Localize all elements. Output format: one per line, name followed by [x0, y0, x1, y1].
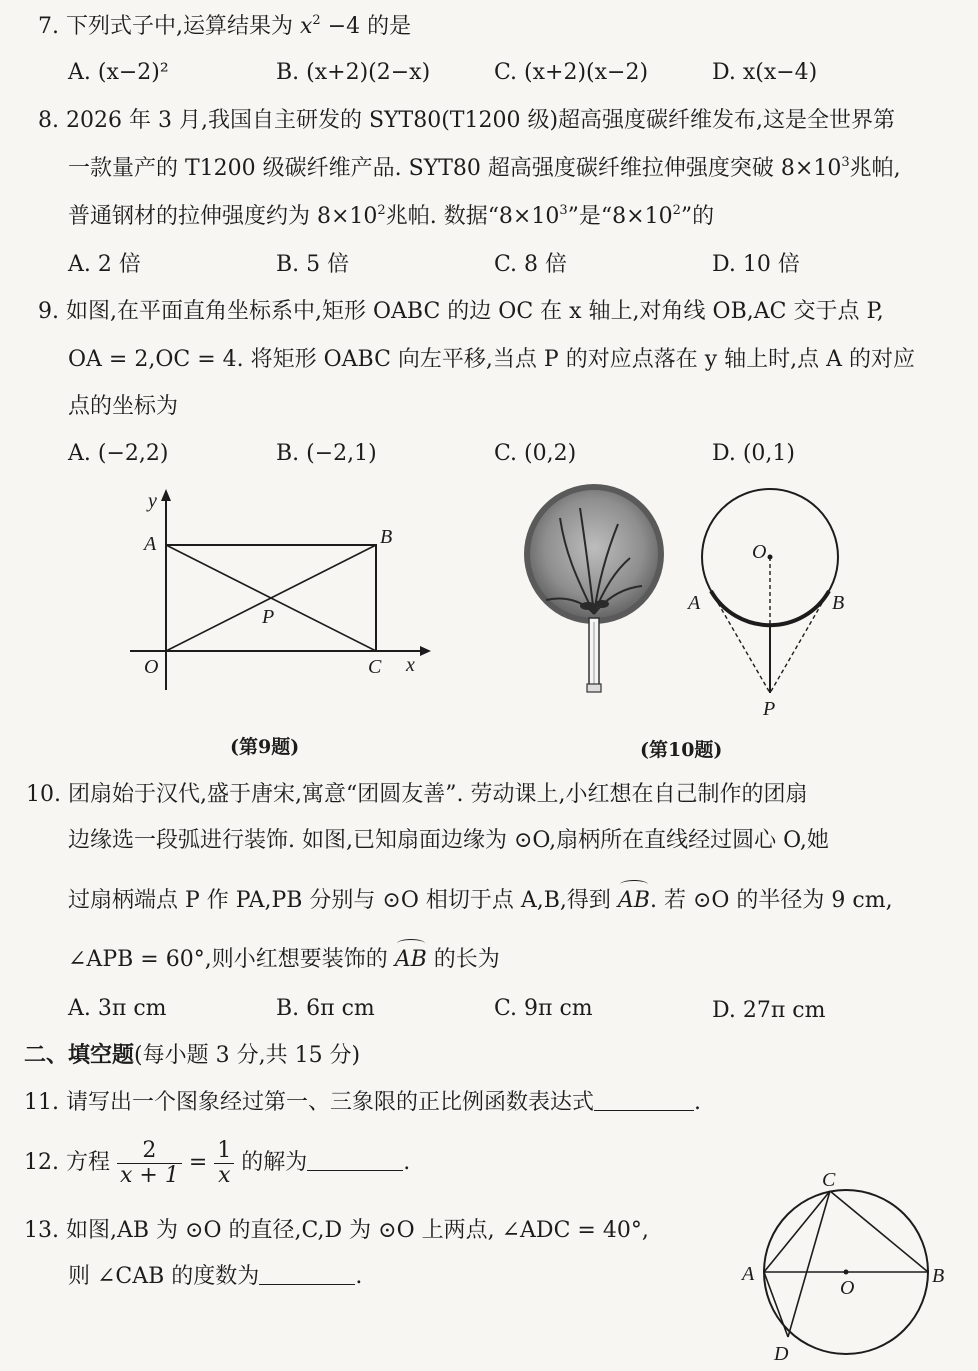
q9-label-c: C	[368, 656, 382, 678]
q10-line4-text-a: ∠APB = 60°,则小红想要装饰的	[68, 947, 395, 972]
q13-line1-text: 如图,AB 为 ⊙O 的直径,C,D 为 ⊙O 上两点, ∠ADC = 40°,	[66, 1218, 649, 1243]
q10-line3-text-a: 过扇柄端点 P 作 PA,PB 分别与 ⊙O 相切于点 A,B,得到	[68, 888, 618, 913]
q9-label-p: P	[262, 606, 275, 628]
q9-caption: (第9题)	[230, 736, 300, 758]
q7-stem: 7. 下列式子中,运算结果为 $x^2 -4$ 的是	[38, 13, 412, 39]
q8-line3-text-c: ”是“8×10	[567, 204, 673, 229]
q8-line1	[38, 106, 895, 136]
q7-number: 7.	[38, 14, 59, 39]
q8-line3-text-d: ”的	[680, 204, 715, 229]
q9-label-a: A	[144, 533, 157, 555]
q10-caption: (第10题)	[640, 739, 723, 761]
q12-frac1-numerator: 2	[117, 1139, 182, 1164]
q13-end: .	[355, 1264, 363, 1289]
q10-line4-text-b: 的长为	[426, 947, 500, 972]
q9-line2: OA = 2,OC = 4. 将矩形 OABC 向左平移,当点 P 的对应点落在 y 轴上时,点 A 的对应	[68, 347, 915, 372]
q7-option-b: B. (x+2)(2−x)	[276, 60, 431, 85]
q10-option-b: B. 6π cm	[276, 996, 375, 1021]
q12-equals: =	[188, 1150, 208, 1175]
q10-option-a: A. 3π cm	[68, 996, 167, 1021]
q7-option-a: A. (x−2)²	[68, 60, 169, 85]
q8-option-a: A. 2 倍	[68, 252, 141, 277]
q12-text-a: 方程	[66, 1150, 111, 1175]
q8-line3: 普通钢材的拉伸强度约为 $8\times 10^2$兆帕. 数据“$8\times 10^3$”是“$8\times 10^2$”的	[68, 203, 715, 229]
q8-line2-text-a: 一款量产的 T1200 级碳纤维产品. SYT80 超高强度碳纤维拉伸强度突破 8×10	[68, 156, 842, 181]
q13-label-d: D	[774, 1343, 789, 1365]
q10-figure	[680, 485, 870, 725]
q10-line1-text: 团扇始于汉代,盛于唐宋,寓意“团圆友善”. 劳动课上,小红想在自己制作的团扇	[68, 782, 808, 807]
q8-option-b: B. 5 倍	[276, 252, 350, 277]
q12-answer-blank[interactable]	[307, 1148, 403, 1171]
q12-number: 12.	[24, 1150, 59, 1175]
q13-label-b: B	[932, 1265, 945, 1287]
q10-label-a: A	[688, 592, 701, 614]
q13-figure	[738, 1162, 958, 1367]
q12-text-b: 的解为	[241, 1150, 308, 1175]
q10-label-p: P	[763, 698, 776, 720]
q7-option-c: C. (x+2)(x−2)	[494, 60, 649, 85]
q9-option-c: C. (0,2)	[494, 441, 577, 466]
q13-line2-text: 则 ∠CAB 的度数为	[68, 1264, 260, 1289]
q8-option-c: C. 8 倍	[494, 252, 568, 277]
q13-line1	[24, 1216, 649, 1246]
q12-frac2-denominator: x	[218, 1162, 231, 1188]
q11-answer-blank[interactable]	[594, 1088, 694, 1111]
q9-line3: 点的坐标为	[68, 394, 179, 419]
q10-line4-arc: AB	[394, 947, 427, 972]
q13-label-c: C	[822, 1169, 836, 1191]
q12-end: .	[403, 1150, 411, 1175]
q12-fraction-right	[214, 1139, 234, 1188]
q13-number: 13.	[24, 1218, 59, 1243]
q9-label-o: O	[144, 656, 159, 678]
q10-line4	[68, 945, 500, 975]
q9-option-a: A. (−2,2)	[68, 441, 169, 466]
q8-line2-text-b: 兆帕,	[849, 156, 901, 181]
q8-line2: 一款量产的 T1200 级碳纤维产品. SYT80 超高强度碳纤维拉伸强度突破 $8\times 10^3$兆帕,	[68, 155, 901, 181]
q8-number: 8.	[38, 108, 59, 133]
q10-option-d: D. 27π cm	[712, 998, 826, 1023]
q13-answer-blank[interactable]	[259, 1262, 355, 1285]
q10-line2: 边缘选一段弧进行装饰. 如图,已知扇面边缘为 ⊙O,扇柄所在直线经过圆心 O,她	[68, 828, 829, 853]
q13-label-a: A	[742, 1263, 755, 1285]
section2-heading	[24, 1040, 360, 1071]
q12-fraction-left	[117, 1139, 182, 1188]
q10-line3	[68, 886, 893, 916]
q10-line1	[26, 780, 807, 810]
q9-label-b: B	[380, 526, 393, 548]
q11-line	[24, 1088, 701, 1118]
q13-line2	[68, 1262, 362, 1292]
q10-line3-text-b: . 若 ⊙O 的半径为 9 cm,	[649, 888, 893, 913]
q9-option-d: D. (0,1)	[712, 441, 795, 466]
q13-label-o: O	[840, 1277, 855, 1299]
q10-option-c: C. 9π cm	[494, 996, 593, 1021]
q10-number: 10.	[26, 782, 61, 807]
q11-number: 11.	[24, 1090, 59, 1115]
q9-line1-text: 如图,在平面直角坐标系中,矩形 OABC 的边 OC 在 x 轴上,对角线 OB,AC 交于点 P,	[66, 299, 884, 324]
q9-number: 9.	[38, 299, 59, 324]
q7-stem-text-a: 下列式子中,运算结果为	[66, 14, 293, 39]
section2-note: (每小题 3 分,共 15 分)	[134, 1043, 361, 1068]
q10-line3-arc: AB	[617, 888, 650, 913]
q12-frac2-numerator: 1	[214, 1139, 234, 1164]
q8-line3-text-a: 普通钢材的拉伸强度约为 8×10	[68, 204, 378, 229]
q7-stem-text-b: −4 的是	[327, 14, 412, 39]
q12-line	[24, 1136, 410, 1190]
q8-line1-text: 2026 年 3 月,我国自主研发的 SYT80(T1200 级)超高强度碳纤维发布,这是全世界第	[66, 108, 896, 133]
q9-figure	[120, 485, 430, 700]
q8-option-d: D. 10 倍	[712, 252, 800, 277]
q8-line3-text-b: 兆帕. 数据“8×10	[385, 204, 560, 229]
q9-label-y: y	[148, 490, 157, 512]
q10-label-b: B	[832, 592, 845, 614]
q10-fan-image	[520, 488, 670, 696]
q7-option-d: D. x(x−4)	[712, 60, 818, 85]
q11-text: 请写出一个图象经过第一、三象限的正比例函数表达式	[66, 1090, 595, 1115]
q9-line1	[38, 297, 884, 327]
q12-frac1-denominator: x + 1	[120, 1162, 179, 1188]
q9-option-b: B. (−2,1)	[276, 441, 377, 466]
section2-title: 二、填空题	[24, 1042, 135, 1068]
q10-label-o: O	[752, 541, 767, 563]
q11-end: .	[694, 1090, 702, 1115]
q9-label-x: x	[406, 654, 415, 676]
